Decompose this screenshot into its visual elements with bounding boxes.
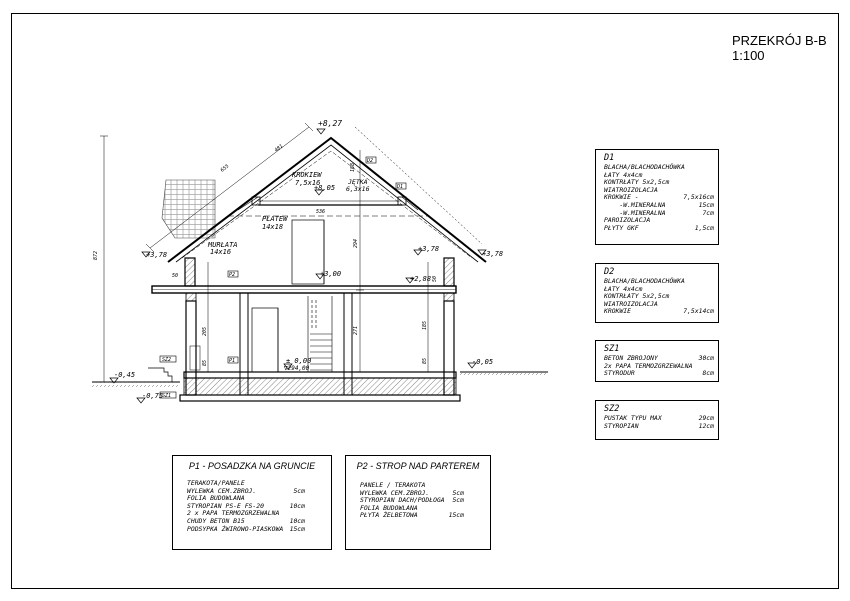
- layer-sz1-rows: [604, 355, 714, 378]
- layer-row-value: 10cm: [289, 501, 305, 510]
- layer-row-value: 7,5x14cm: [683, 307, 714, 316]
- dimension-chains: [100, 136, 428, 382]
- staircase: [308, 296, 332, 372]
- ceiling-slab: [152, 286, 456, 301]
- tag-d1: D1: [397, 184, 404, 190]
- level-ground-floor: ± 0,00: [286, 357, 312, 365]
- floor-p2-rows: [360, 482, 464, 520]
- label-krokiew-size: 7,5x16: [295, 179, 321, 187]
- section-title: PRZEKRÓJ B-B: [732, 33, 827, 48]
- floor-p2-title: P2 - STROP NAD PARTEREM: [356, 461, 480, 471]
- layer-row-value: 5cm: [452, 488, 464, 497]
- layer-row-label: BLACHA/BLACHODACHÓWKA: [604, 277, 685, 285]
- layer-row-value: 7,5x16cm: [683, 193, 714, 202]
- layer-sz2-rows: [604, 415, 714, 430]
- layer-sz1-title: SZ1: [604, 344, 620, 354]
- layer-row-value: 5cm: [293, 486, 305, 495]
- dim-wall-right: 85: [422, 357, 428, 364]
- dim-rafter-length-right: 481: [273, 143, 285, 154]
- layer-row-label: WIATROIZOLACJA: [604, 185, 658, 194]
- layer-row-value: 12cm: [698, 421, 714, 430]
- level-terrain-right: -0,05: [472, 358, 494, 366]
- layer-row-label: STYROPIAN DACH/PODŁOGA: [360, 496, 445, 505]
- layer-row-value: 30cm: [698, 354, 714, 362]
- dim-rafter-length: 655: [219, 163, 231, 174]
- layer-row-value: 7cm: [702, 208, 714, 217]
- layer-d1-rows: [604, 164, 714, 232]
- rear-roof-tiles: [162, 180, 215, 238]
- layer-row-label: KROKWIE: [604, 307, 631, 316]
- layer-row-value: 29cm: [698, 414, 714, 422]
- layer-row-label: ŁATY 4x4cm: [604, 170, 643, 179]
- layer-row: [187, 526, 305, 534]
- layer-row-label: WYLEWKA CEM.ZBROJ.: [360, 488, 430, 497]
- tag-d2: D2: [367, 158, 374, 164]
- layer-row: [604, 225, 714, 233]
- layer-row-label: -W.MINERALNA: [604, 208, 666, 217]
- layer-row-value: 5cm: [452, 496, 464, 505]
- foundation: [180, 372, 460, 401]
- level-upper-floor: +3,00: [320, 270, 342, 278]
- layer-row-value: 1,5cm: [694, 223, 714, 232]
- layer-row-label: TERAKOTA/PANELE: [187, 479, 245, 487]
- layer-d2-rows: [604, 278, 714, 316]
- tag-sz1: SZ1: [162, 393, 172, 399]
- layer-row-label: WIATROIZOLACJA: [604, 299, 658, 308]
- label-platew: PŁATEW: [262, 215, 288, 223]
- layer-row-label: CHUDY BETON B15: [187, 516, 245, 525]
- layer-row-label: 2 x PAPA TERMOZGRZEWALNA: [187, 509, 280, 518]
- layer-row-value: 10cm: [289, 516, 305, 525]
- layer-row-value: 15cm: [698, 200, 714, 209]
- layer-row-label: PŁYTA ŻELBETOWA: [360, 511, 418, 520]
- layer-row-label: PODSYPKA ŻWIROWO-PIASKOWA: [187, 524, 284, 533]
- layer-box-d1: [595, 149, 719, 245]
- dim-knee-right: 50: [432, 275, 438, 282]
- layer-row-label: -W.MINERALNA: [604, 200, 666, 209]
- layer-row-label: WYLEWKA CEM.ZBROJ.: [187, 486, 257, 495]
- label-jetka: JĘTKA: [348, 178, 368, 186]
- layer-row-label: STYROPIAN: [604, 421, 639, 430]
- floor-box-p2: [345, 455, 491, 550]
- level-ridge: +8,27: [318, 119, 343, 128]
- level-eaves-left: +3,78: [146, 251, 168, 259]
- dim-knee-left: 50: [172, 273, 179, 279]
- layer-row-label: ŁATY 4x4cm: [604, 284, 643, 293]
- layer-row-label: PŁYTY GKF: [604, 223, 639, 232]
- level-upper-floor-right: +2,88: [410, 275, 432, 283]
- layer-row-label: FOLIA BUDOWLANA: [360, 503, 418, 512]
- layer-row-label: PUSTAK TYPU MAX: [604, 414, 662, 422]
- dim-collar-width: 536: [316, 209, 326, 215]
- level-eaves-right: +3,78: [482, 250, 504, 258]
- layer-box-sz2: [595, 400, 719, 440]
- dim-attic-height: 294: [353, 238, 359, 248]
- layer-row-label: FOLIA BUDOWLANA: [187, 494, 245, 503]
- layer-row: [604, 370, 714, 378]
- layer-row-value: 8cm: [702, 369, 714, 378]
- layer-row-label: BETON ZBROJONY: [604, 354, 658, 362]
- layer-d1-title: D1: [604, 153, 615, 163]
- layer-row: [604, 423, 714, 431]
- drawing-scale: 1:100: [732, 48, 765, 63]
- dim-roof-height: 188: [350, 162, 356, 172]
- dim-sill-left: 85: [202, 359, 208, 366]
- layer-row: [360, 512, 464, 520]
- level-foundation: -0,75: [142, 392, 164, 400]
- label-jetka-size: 6,3x16: [346, 185, 370, 193]
- layer-row-label: STYROPIAN PS-E FS-20: [187, 501, 264, 510]
- layer-row-label: BLACHA/BLACHODACHÓWKA: [604, 163, 685, 171]
- tag-p1: P1: [229, 358, 236, 364]
- layer-row-value: 15cm: [448, 511, 464, 520]
- layer-row-label: KROKWIE -: [604, 193, 639, 202]
- dim-door-left: 205: [202, 326, 208, 336]
- label-platew-size: 14x18: [262, 223, 284, 231]
- floor-p1-rows: [187, 480, 305, 533]
- layer-row-label: KONTRŁATY 5x2,5cm: [604, 292, 670, 301]
- label-krokiew: KROKIEW: [292, 171, 322, 179]
- tag-p2: P2: [229, 272, 236, 278]
- dim-ground-height: 271: [353, 325, 359, 335]
- level-terrain-left: -0,45: [114, 371, 136, 379]
- layer-row-label: STYRODUR: [604, 369, 635, 378]
- dim-total-height: 872: [93, 250, 99, 260]
- floor-p1-title: P1 - POSADZKA NA GRUNCIE: [188, 461, 316, 471]
- layer-row-value: 15cm: [289, 524, 305, 533]
- layer-box-sz1: [595, 340, 719, 382]
- tag-sz2: SZ2: [162, 357, 172, 363]
- layer-row-label: 2x PAPA TERMOZGRZEWALNA: [604, 361, 693, 370]
- layer-sz2-title: SZ2: [604, 404, 620, 414]
- level-ground-absolute: ∇294,00: [284, 365, 310, 372]
- layer-row: [604, 308, 714, 316]
- layer-box-d2: [595, 263, 719, 323]
- dim-door-right: 185: [422, 320, 428, 330]
- layer-row-label: PANELE / TERAKOTA: [360, 481, 426, 489]
- layer-d2-title: D2: [604, 267, 615, 277]
- level-collar: +8,05: [314, 184, 336, 192]
- label-murlata: MURŁATA: [208, 241, 238, 249]
- layer-row-label: KONTRŁATY 5x2,5cm: [604, 178, 670, 187]
- floor-box-p1: [172, 455, 332, 550]
- level-eaves-right-inner: +3,78: [418, 245, 440, 253]
- layer-row-label: PAROIZOLACJA: [604, 216, 651, 225]
- label-murlata-size: 14x16: [210, 248, 232, 256]
